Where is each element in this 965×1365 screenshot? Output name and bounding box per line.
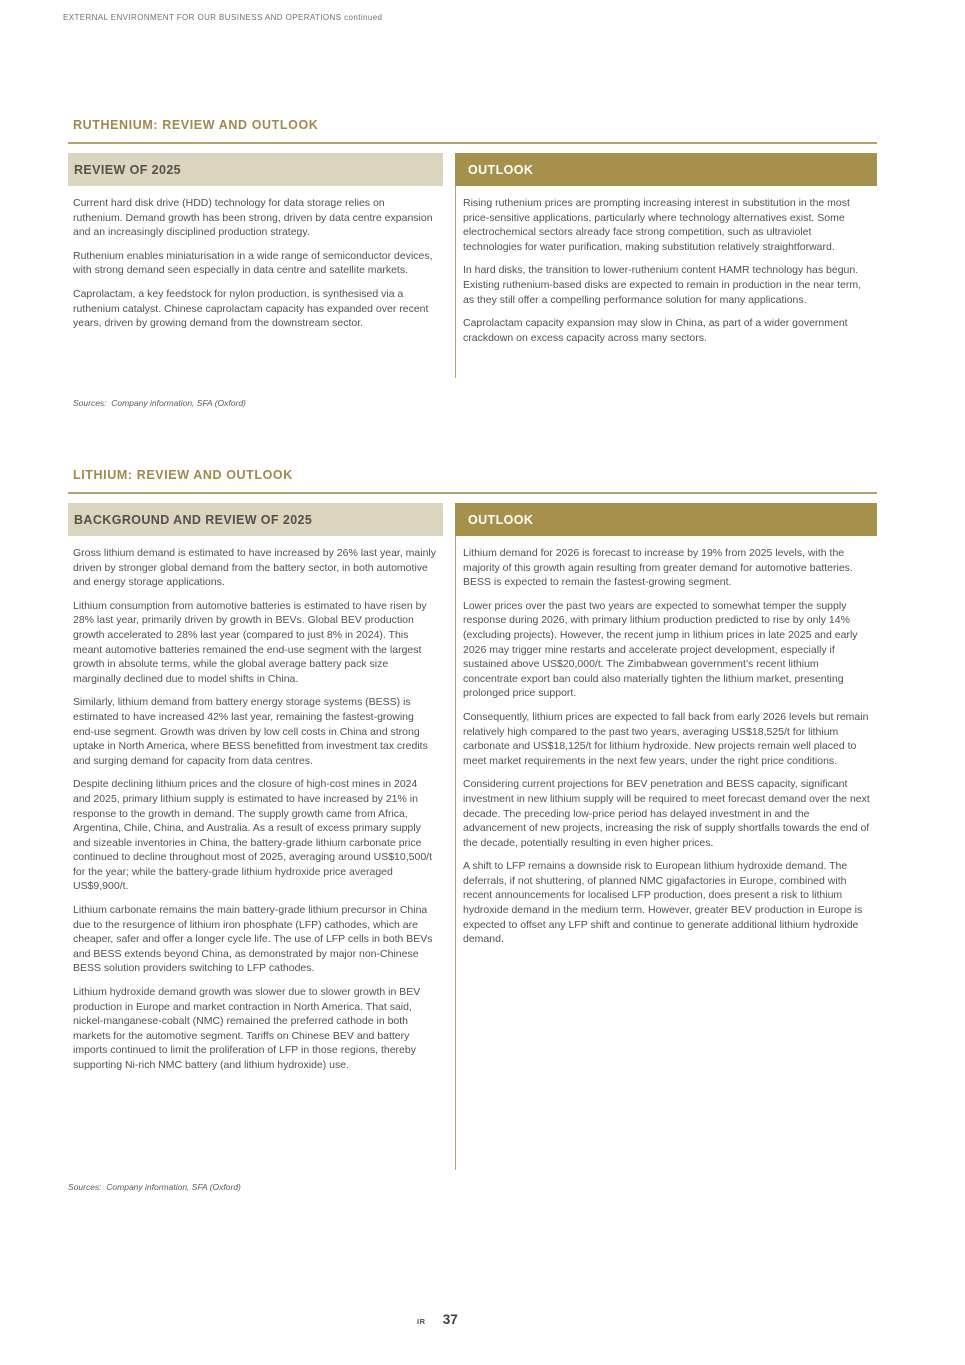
sources-note: Sources: Company information, SFA (Oxford) xyxy=(68,1182,241,1192)
section-title-lithium: LITHIUM: REVIEW AND OUTLOOK xyxy=(73,468,293,482)
background-review-column xyxy=(68,536,443,1170)
outlook-column xyxy=(455,186,877,378)
paragraph: Similarly, lithium demand from battery energy storage systems (BESS) is estimated to have increased 42% last year, remaining the fastest-growing end-use segment. Growth was driven by low cell costs in China and strong uptake in North America, where BESS benefitted from investment tax credits and surging demand for capacity from data centres. xyxy=(73,696,428,767)
column-header-outlook: OUTLOOK xyxy=(455,153,877,186)
section-ruthenium xyxy=(68,118,877,408)
column-header-gap xyxy=(443,153,455,186)
section-title-ruthenium: RUTHENIUM: REVIEW AND OUTLOOK xyxy=(73,118,319,132)
paragraph: Caprolactam, a key feedstock for nylon production, is synthesised via a ruthenium catalyst. Chinese caprolactam capacity has expanded over recent years, driven by growing demand from the downstream sector. xyxy=(73,287,429,330)
paragraph: Consequently, lithium prices are expected to fall back from early 2026 levels but remain relatively high compared to the past two years, averaging US$18,525/t for lithium carbonate and US$18,125/t for lithium hydroxide. New projects remain well placed to meet market requirements in the next few years, under the right price conditions. xyxy=(463,710,869,767)
paragraph: Current hard disk drive (HDD) technology for data storage relies on ruthenium. Demand growth has been strong, driven by data centre expansion and an increasingly disciplined production strategy. xyxy=(73,197,433,239)
page-number: 37 xyxy=(442,1312,458,1327)
paragraph: Lithium carbonate remains the main battery-grade lithium precursor in China due to the resurgence of lithium iron phosphate (LFP) cathodes, which are cheaper, safer and offer a longer cycle life. The use of LFP cells in both BEVs and BESS extends beyond China, as demonstrated by major non-Chinese BESS solution providers switching to LFP cathodes. xyxy=(73,904,433,975)
paragraph: Caprolactam capacity expansion may slow in China, as part of a wider government crackdown on excess capacity across many sectors. xyxy=(463,317,848,344)
paragraph: Lithium consumption from automotive batteries is estimated to have risen by 28% last year, primarily driven by growth in BEVs. Global BEV production growth accelerated to 28% last year (compared to just 8% in 2024). This meant automotive batteries remained the end-use segment with the largest growth in absolute terms, while the global average battery pack size marginally declined due to model shifts in China. xyxy=(73,599,427,685)
review-column xyxy=(68,186,443,378)
paragraph: Gross lithium demand is estimated to have increased by 26% last year, mainly driven by stronger global demand from the battery sector, in both automotive and energy storage applications. xyxy=(73,547,437,589)
paragraph: Considering current projections for BEV penetration and BESS capacity, significant investment in new lithium supply will be required to meet forecast demand over the next decade. The preceding low-price period has delayed investment in and the advancement of new projects, increasing the risk of supply shortfalls towards the end of the decade, potentially resulting in even higher prices. xyxy=(463,778,870,849)
paragraph: Lower prices over the past two years are expected to somewhat temper the supply response during 2026, with primary lithium production predicted to rise by only 14% (excluding projects). However, the recent jump in lithium prices in late 2025 and early 2026 may trigger mine restarts and accelerate project development, especially if sustained above US$20,000/t. The Zimbabwean government’s recent lithium concentrate export ban could also materially tighten the lithium market, presenting prolonged price support. xyxy=(463,599,858,700)
column-header-background-review: BACKGROUND AND REVIEW OF 2025 xyxy=(68,503,443,536)
two-column-body xyxy=(68,536,877,1170)
section-rule xyxy=(68,492,877,494)
paragraph: A shift to LFP remains a downside risk to European lithium hydroxide demand. The deferrals, if not shuttering, of planned NMC gigafactories in Europe, combined with recent announcements for localised LFP production, does present a risk to lithium hydroxide demand in the medium term. However, greater BEV production in Europe is expected to offset any LFP shift and continue to generate additional lithium hydroxide demand. xyxy=(463,860,863,946)
paragraph: Lithium hydroxide demand growth was slower due to slower growth in BEV production in Europe and market contraction in North America. That said, nickel-manganese-cobalt (NMC) remained the preferred cathode in both markets for the automotive segment. Tariffs on Chinese BEV and battery imports continued to limit the proliferation of LFP in those regions, thereby supporting Ni-rich NMC battery (and lithium hydroxide) use. xyxy=(73,986,421,1071)
paragraph: Rising ruthenium prices are prompting increasing interest in substitution in the most price-sensitive applications, particularly where technology alternatives exist. Some electrochemical sectors already face strong competition, such as ultraviolet technologies for water purification, making substitution relatively straightforward. xyxy=(463,197,850,253)
column-header-gap xyxy=(443,503,455,536)
paragraph: Despite declining lithium prices and the closure of high-cost mines in 2024 and 2025, primary lithium supply is estimated to have increased by 21% in response to the growth in demand. The supply growth came from Africa, Argentina, Chile, China, and Australia. As a result of excess primary supply and sizeable inventories in China, the battery-grade lithium carbonate price continued to decline throughout most of 2025, averaging around US$10,500/t for the year; while the battery-grade lithium hydroxide price averaged US$9,900/t. xyxy=(73,778,433,893)
column-header-row xyxy=(68,153,877,186)
column-gap xyxy=(443,186,455,378)
page-footer xyxy=(417,1312,458,1327)
column-header-outlook: OUTLOOK xyxy=(455,503,877,536)
running-header: EXTERNAL ENVIRONMENT FOR OUR BUSINESS AND OPERATIONS continued xyxy=(63,13,383,22)
paragraph: In hard disks, the transition to lower-ruthenium content HAMR technology has begun. Existing ruthenium-based disks are expected to remain in production in the near term, as they still offer a compelling performance solution for many applications. xyxy=(463,264,862,306)
column-header-row xyxy=(68,503,877,536)
paragraph: Ruthenium enables miniaturisation in a wide range of semiconductor devices, with strong demand seen especially in data centre and satellite markets. xyxy=(73,249,433,277)
sources-note: Sources: Company information, SFA (Oxford) xyxy=(73,398,246,408)
column-gap xyxy=(443,536,455,1170)
column-header-review: REVIEW OF 2025 xyxy=(68,153,443,186)
outlook-column xyxy=(455,536,877,1170)
section-rule xyxy=(68,142,877,144)
two-column-body xyxy=(68,186,877,378)
paragraph: Lithium demand for 2026 is forecast to increase by 19% from 2025 levels, with the majority of this growth again resulting from greater demand for automotive batteries. BESS is expected to remain the fastest-growing segment. xyxy=(463,547,853,589)
footer-report-label: IR xyxy=(417,1317,426,1326)
section-lithium xyxy=(68,468,877,1192)
